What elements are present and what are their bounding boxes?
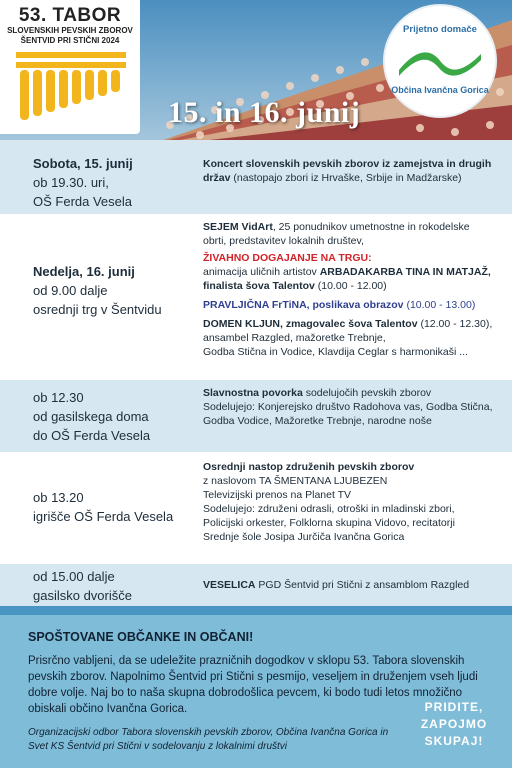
header-divider [0,140,512,148]
row5-time: od 15.00 dalje [33,569,115,584]
domen-desc-2: Godba Stična in Vodice, Klavdija Ceglar s harmonikaši ... [203,346,468,358]
zivahno-time: (10.00 - 12.00) [314,280,387,292]
row3-place2: do OŠ Ferda Vesela [33,428,151,443]
event-dates: 15. in 16. junij [168,96,361,129]
schedule-row-osrednji-nastop [0,452,512,564]
logo-subtitle-1: SLOVENSKIH PEVSKIH ZBOROV [7,26,133,35]
footer-heading: SPOŠTOVANE OBČANKE IN OBČANI! [28,630,254,644]
logo-subtitle-2: ŠENTVID PRI STIČNI 2024 [20,36,120,45]
row2-when [33,262,162,319]
row5-desc: PGD Šentvid pri Stični z ansamblom Razgled [255,579,470,591]
domen-desc: (12.00 - 12.30), ansambel Razgled, mažoretke Trebnje, [203,318,493,344]
tabor-logo [0,0,140,134]
footer-slogan [404,699,504,750]
schedule-row-veselica [0,564,512,606]
pravljicna-time: (10.00 - 13.00) [403,299,476,311]
badge-top-text: Prijetno domače [403,24,477,35]
row5-place: gasilsko dvorišče [33,588,132,603]
row5-when [33,567,132,605]
row4-time: ob 13.20 [33,490,84,505]
pravljicna-sub: poslikava obrazov [312,299,404,311]
row1-desc: (nastopajo zbori iz Hrvaške, Srbije in Madžarske) [230,172,462,184]
badge-bottom-text: Občina Ivančna Gorica [391,85,489,95]
row1-place: OŠ Ferda Vesela [33,194,132,209]
schedule-row-saturday [0,148,512,214]
row4-line3: Televizijski prenos na Planet TV [203,489,352,501]
green-wave-icon [397,44,483,80]
invitation-footer [0,615,512,768]
schedule-row-povorka [0,380,512,452]
row5-title: VESELICA [203,579,256,591]
row4-title: Osrednji nastop združenih pevskih zborov [203,461,415,473]
row5-what [203,578,493,592]
sejem-desc: , 25 ponudnikov umetnostne in rokodelske obrti, predstavitev lokalnih društev, [203,221,470,247]
pan-flute-icon [16,52,126,122]
row1-what [203,157,493,185]
pravljicna-title: PRAVLJIČNA FrTiNA, [203,299,313,311]
row3-title: Slavnostna povorka [203,387,303,399]
footer-text: Prisrčno vabljeni, da se udeležite prazničnih dogodkov v sklopu 53. Tabora slovenskih pevskih zborov. Napolnimo Šentvid pri Stični s pesmijo, veseljem in druženjem vseh ljudi dobre volje. Naj bo to naša skupna dobrodošlica pevcem, ki bodo tudi letos množično obiskali občino Ivančna Gorica. [28,655,478,715]
row3-when [33,388,150,445]
row4-line2: z naslovom TA ŠMENTANA LJUBEZEN [203,475,388,487]
slogan-line-3: SKUPAJ! [424,734,484,748]
zivahno-title: ŽIVAHNO DOGAJANJE NA TRGU: [203,252,372,264]
row4-place: igrišče OŠ Ferda Vesela [33,509,174,524]
row3-time: ob 12.30 [33,390,84,405]
zivahno-desc: animacija uličnih artistov [203,266,320,278]
sejem-title: SEJEM VidArt [203,221,273,233]
row3-what [203,386,493,428]
footer-divider [0,606,512,615]
row1-time: ob 19.30. uri, [33,175,109,190]
row4-when [33,488,173,526]
row2-time: od 9.00 dalje [33,283,108,298]
row2-place: osrednji trg v Šentvidu [33,302,162,317]
row4-what [203,460,493,544]
prijetno-domace-badge [383,4,497,118]
row3-desc-2: Sodelujejo: Konjerejsko društvo Radohova vas, Godba Stična, Godba Vodice, Mažoretke Trebnje, narodne noše [203,401,493,427]
zivahno-artists: ARBADAKARBA TINA IN MATJAŽ, finalista šova Talentov [203,266,491,292]
header-banner [0,0,512,148]
row1-title: Koncert slovenskih pevskih zborov iz zamejstva in drugih držav [203,158,492,184]
slogan-line-2: ZAPOJMO [420,717,488,731]
slogan-line-1: PRIDITE, [424,700,484,714]
row4-line4: Sodelujejo: združeni odrasli, otroški in mladinski zbori, Policijski orkester, Folklorna skupina Vidovo, recitatorji Srednje šole Josipa Jurčiča Ivančna Gorica [203,503,455,543]
logo-title: 53. TABOR [18,5,122,26]
row3-place1: od gasilskega doma [33,409,149,424]
row2-what [203,220,493,359]
domen-title: DOMEN KLJUN, zmagovalec šova Talentov [203,318,418,330]
row2-day: Nedelja, 16. junij [33,264,135,279]
schedule-row-sunday [0,214,512,380]
row3-desc: sodelujočih pevskih zborov [302,387,432,399]
row1-when [33,154,133,211]
footer-organizers: Organizacijski odbor Tabora slovenskih pevskih zborov, Občina Ivančna Gorica in Svet KS Šentvid pri Stični v sodelovanju z lokalnimi društvi [28,727,389,752]
row1-day: Sobota, 15. junij [33,156,133,171]
